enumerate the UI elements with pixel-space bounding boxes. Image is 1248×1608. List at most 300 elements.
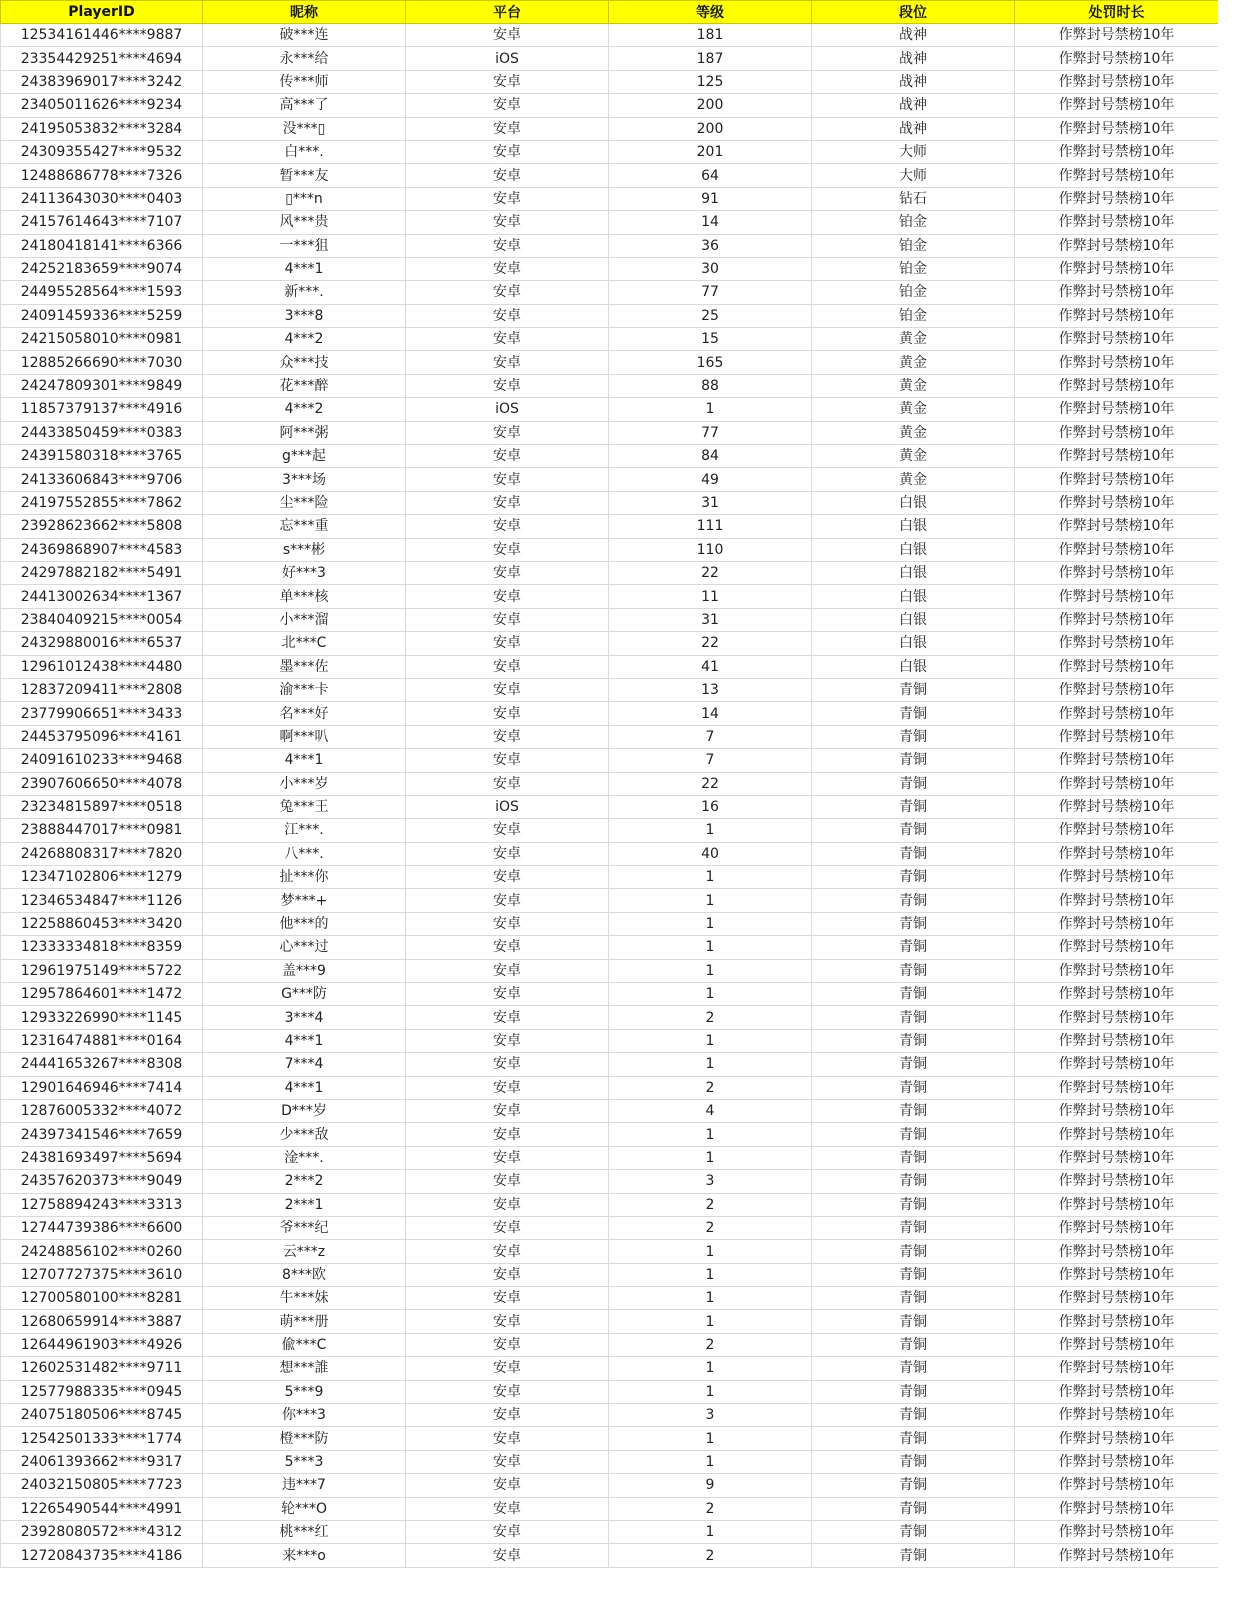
cell-player-id: 24248856102****0260 [1, 1240, 203, 1263]
cell-penalty: 作弊封号禁榜10年 [1015, 1193, 1219, 1216]
cell-penalty: 作弊封号禁榜10年 [1015, 398, 1219, 421]
cell-rank: 青铜 [812, 1029, 1015, 1052]
cell-penalty: 作弊封号禁榜10年 [1015, 304, 1219, 327]
cell-platform: 安卓 [406, 819, 609, 842]
table-row [1, 445, 1219, 468]
cell-nickname: 3***4 [203, 1006, 406, 1029]
cell-level: 16 [609, 795, 812, 818]
cell-nickname: 没***▯ [203, 117, 406, 140]
cell-platform: 安卓 [406, 491, 609, 514]
cell-nickname: 4***1 [203, 749, 406, 772]
cell-nickname: 违***7 [203, 1474, 406, 1497]
cell-rank: 青铜 [812, 1521, 1015, 1544]
cell-player-id: 11857379137****4916 [1, 398, 203, 421]
cell-level: 181 [609, 24, 812, 47]
cell-penalty: 作弊封号禁榜10年 [1015, 1333, 1219, 1356]
cell-penalty: 作弊封号禁榜10年 [1015, 1170, 1219, 1193]
cell-nickname: 2***2 [203, 1170, 406, 1193]
cell-platform: iOS [406, 47, 609, 70]
cell-penalty: 作弊封号禁榜10年 [1015, 1521, 1219, 1544]
cell-penalty: 作弊封号禁榜10年 [1015, 842, 1219, 865]
cell-nickname: 4***2 [203, 328, 406, 351]
table-row [1, 374, 1219, 397]
cell-penalty: 作弊封号禁榜10年 [1015, 1263, 1219, 1286]
cell-nickname: 墨***佐 [203, 655, 406, 678]
cell-platform: 安卓 [406, 702, 609, 725]
table-row [1, 842, 1219, 865]
cell-rank: 战神 [812, 70, 1015, 93]
cell-nickname: g***起 [203, 445, 406, 468]
cell-player-id: 12258860453****3420 [1, 912, 203, 935]
cell-platform: 安卓 [406, 772, 609, 795]
cell-player-id: 23405011626****9234 [1, 94, 203, 117]
cell-platform: 安卓 [406, 1216, 609, 1239]
cell-platform: 安卓 [406, 187, 609, 210]
cell-nickname: 扯***你 [203, 866, 406, 889]
cell-platform: 安卓 [406, 842, 609, 865]
header-level: 等级 [609, 1, 812, 24]
cell-level: 125 [609, 70, 812, 93]
table-row [1, 1216, 1219, 1239]
cell-nickname: 轮***O [203, 1497, 406, 1520]
cell-player-id: 24441653267****8308 [1, 1053, 203, 1076]
cell-player-id: 12700580100****8281 [1, 1287, 203, 1310]
cell-penalty: 作弊封号禁榜10年 [1015, 959, 1219, 982]
cell-penalty: 作弊封号禁榜10年 [1015, 561, 1219, 584]
cell-level: 1 [609, 1123, 812, 1146]
cell-nickname: 忘***重 [203, 515, 406, 538]
cell-nickname: 你***3 [203, 1404, 406, 1427]
cell-player-id: 12346534847****1126 [1, 889, 203, 912]
cell-level: 1 [609, 398, 812, 421]
cell-platform: 安卓 [406, 1497, 609, 1520]
cell-level: 2 [609, 1497, 812, 1520]
cell-player-id: 24397341546****7659 [1, 1123, 203, 1146]
cell-player-id: 12961975149****5722 [1, 959, 203, 982]
cell-platform: 安卓 [406, 1170, 609, 1193]
cell-level: 1 [609, 936, 812, 959]
cell-rank: 青铜 [812, 936, 1015, 959]
cell-player-id: 23888447017****0981 [1, 819, 203, 842]
cell-penalty: 作弊封号禁榜10年 [1015, 936, 1219, 959]
cell-penalty: 作弊封号禁榜10年 [1015, 1474, 1219, 1497]
cell-level: 22 [609, 561, 812, 584]
cell-platform: 安卓 [406, 1450, 609, 1473]
cell-level: 1 [609, 983, 812, 1006]
cell-player-id: 23354429251****4694 [1, 47, 203, 70]
cell-level: 1 [609, 1310, 812, 1333]
cell-penalty: 作弊封号禁榜10年 [1015, 374, 1219, 397]
cell-penalty: 作弊封号禁榜10年 [1015, 117, 1219, 140]
cell-platform: 安卓 [406, 912, 609, 935]
table-row [1, 1404, 1219, 1427]
cell-nickname: 4***1 [203, 1076, 406, 1099]
cell-rank: 白银 [812, 515, 1015, 538]
cell-player-id: 24032150805****7723 [1, 1474, 203, 1497]
table-row [1, 117, 1219, 140]
table-row [1, 1333, 1219, 1356]
cell-level: 2 [609, 1193, 812, 1216]
cell-player-id: 12542501333****1774 [1, 1427, 203, 1450]
cell-level: 77 [609, 281, 812, 304]
cell-nickname: 渝***卡 [203, 678, 406, 701]
cell-nickname: 心***过 [203, 936, 406, 959]
table-row [1, 1263, 1219, 1286]
cell-level: 111 [609, 515, 812, 538]
cell-platform: 安卓 [406, 1006, 609, 1029]
cell-penalty: 作弊封号禁榜10年 [1015, 678, 1219, 701]
cell-nickname: 一***狙 [203, 234, 406, 257]
cell-player-id: 12347102806****1279 [1, 866, 203, 889]
cell-rank: 战神 [812, 94, 1015, 117]
cell-rank: 青铜 [812, 1146, 1015, 1169]
cell-level: 3 [609, 1404, 812, 1427]
cell-nickname: 高***了 [203, 94, 406, 117]
cell-level: 14 [609, 211, 812, 234]
cell-nickname: 牛***妹 [203, 1287, 406, 1310]
cell-penalty: 作弊封号禁榜10年 [1015, 515, 1219, 538]
cell-platform: 安卓 [406, 655, 609, 678]
cell-player-id: 23928623662****5808 [1, 515, 203, 538]
cell-platform: 安卓 [406, 468, 609, 491]
cell-penalty: 作弊封号禁榜10年 [1015, 912, 1219, 935]
table-row [1, 959, 1219, 982]
table-row [1, 164, 1219, 187]
cell-rank: 青铜 [812, 702, 1015, 725]
cell-penalty: 作弊封号禁榜10年 [1015, 1450, 1219, 1473]
cell-rank: 黄金 [812, 468, 1015, 491]
table-row [1, 866, 1219, 889]
table-row [1, 1427, 1219, 1450]
cell-platform: 安卓 [406, 1380, 609, 1403]
cell-nickname: 名***好 [203, 702, 406, 725]
cell-rank: 铂金 [812, 211, 1015, 234]
cell-rank: 黄金 [812, 398, 1015, 421]
cell-level: 1 [609, 1287, 812, 1310]
cell-rank: 青铜 [812, 1193, 1015, 1216]
cell-rank: 青铜 [812, 1427, 1015, 1450]
cell-rank: 白银 [812, 632, 1015, 655]
cell-player-id: 12680659914****3887 [1, 1310, 203, 1333]
table-row [1, 1357, 1219, 1380]
cell-platform: 安卓 [406, 678, 609, 701]
cell-player-id: 24413002634****1367 [1, 585, 203, 608]
cell-player-id: 24157614643****7107 [1, 211, 203, 234]
table-row [1, 421, 1219, 444]
cell-level: 2 [609, 1544, 812, 1567]
cell-player-id: 23907606650****4078 [1, 772, 203, 795]
cell-player-id: 12316474881****0164 [1, 1029, 203, 1052]
cell-nickname: 盖***9 [203, 959, 406, 982]
cell-penalty: 作弊封号禁榜10年 [1015, 94, 1219, 117]
cell-rank: 钻石 [812, 187, 1015, 210]
cell-rank: 青铜 [812, 1287, 1015, 1310]
cell-nickname: 橙***防 [203, 1427, 406, 1450]
cell-nickname: 好***3 [203, 561, 406, 584]
table-row [1, 889, 1219, 912]
cell-penalty: 作弊封号禁榜10年 [1015, 795, 1219, 818]
cell-player-id: 24453795096****4161 [1, 725, 203, 748]
cell-level: 1 [609, 1029, 812, 1052]
cell-nickname: 暂***友 [203, 164, 406, 187]
table-body [1, 24, 1219, 1568]
cell-penalty: 作弊封号禁榜10年 [1015, 1099, 1219, 1122]
cell-platform: 安卓 [406, 1333, 609, 1356]
cell-penalty: 作弊封号禁榜10年 [1015, 24, 1219, 47]
cell-level: 14 [609, 702, 812, 725]
cell-level: 84 [609, 445, 812, 468]
cell-penalty: 作弊封号禁榜10年 [1015, 211, 1219, 234]
cell-platform: 安卓 [406, 421, 609, 444]
cell-platform: 安卓 [406, 1287, 609, 1310]
cell-rank: 青铜 [812, 1333, 1015, 1356]
table-row [1, 328, 1219, 351]
cell-level: 77 [609, 421, 812, 444]
header-penalty: 处罚时长 [1015, 1, 1219, 24]
cell-penalty: 作弊封号禁榜10年 [1015, 47, 1219, 70]
cell-platform: 安卓 [406, 1029, 609, 1052]
cell-level: 4 [609, 1099, 812, 1122]
table-row [1, 1029, 1219, 1052]
cell-nickname: 白***. [203, 140, 406, 163]
cell-nickname: 新***. [203, 281, 406, 304]
cell-platform: 安卓 [406, 866, 609, 889]
cell-penalty: 作弊封号禁榜10年 [1015, 328, 1219, 351]
cell-nickname: 众***技 [203, 351, 406, 374]
cell-rank: 青铜 [812, 959, 1015, 982]
cell-penalty: 作弊封号禁榜10年 [1015, 257, 1219, 280]
cell-platform: 安卓 [406, 117, 609, 140]
cell-rank: 黄金 [812, 421, 1015, 444]
cell-rank: 青铜 [812, 1404, 1015, 1427]
cell-penalty: 作弊封号禁榜10年 [1015, 1146, 1219, 1169]
cell-rank: 青铜 [812, 1310, 1015, 1333]
cell-rank: 黄金 [812, 374, 1015, 397]
cell-rank: 白银 [812, 608, 1015, 631]
cell-nickname: 永***给 [203, 47, 406, 70]
table-row [1, 94, 1219, 117]
table-row [1, 632, 1219, 655]
cell-nickname: 兔***王 [203, 795, 406, 818]
cell-level: 31 [609, 491, 812, 514]
table-row [1, 1123, 1219, 1146]
cell-level: 40 [609, 842, 812, 865]
cell-rank: 铂金 [812, 234, 1015, 257]
cell-player-id: 12577988335****0945 [1, 1380, 203, 1403]
table-row [1, 234, 1219, 257]
cell-penalty: 作弊封号禁榜10年 [1015, 889, 1219, 912]
cell-rank: 青铜 [812, 1099, 1015, 1122]
cell-penalty: 作弊封号禁榜10年 [1015, 608, 1219, 631]
cell-penalty: 作弊封号禁榜10年 [1015, 1240, 1219, 1263]
table-row [1, 702, 1219, 725]
table-row [1, 585, 1219, 608]
cell-rank: 青铜 [812, 678, 1015, 701]
cell-player-id: 24381693497****5694 [1, 1146, 203, 1169]
cell-level: 7 [609, 749, 812, 772]
cell-platform: 安卓 [406, 374, 609, 397]
cell-player-id: 12901646946****7414 [1, 1076, 203, 1099]
cell-penalty: 作弊封号禁榜10年 [1015, 1544, 1219, 1567]
cell-penalty: 作弊封号禁榜10年 [1015, 164, 1219, 187]
cell-rank: 青铜 [812, 1216, 1015, 1239]
cell-platform: 安卓 [406, 749, 609, 772]
cell-rank: 青铜 [812, 912, 1015, 935]
table-row [1, 1310, 1219, 1333]
cell-platform: 安卓 [406, 608, 609, 631]
cell-rank: 白银 [812, 538, 1015, 561]
cell-rank: 青铜 [812, 1123, 1015, 1146]
cell-level: 30 [609, 257, 812, 280]
cell-nickname: 5***3 [203, 1450, 406, 1473]
cell-level: 36 [609, 234, 812, 257]
cell-level: 1 [609, 1521, 812, 1544]
cell-nickname: 阿***粥 [203, 421, 406, 444]
cell-level: 1 [609, 866, 812, 889]
table-row [1, 1006, 1219, 1029]
cell-level: 3 [609, 1170, 812, 1193]
cell-player-id: 24091610233****9468 [1, 749, 203, 772]
cell-penalty: 作弊封号禁榜10年 [1015, 1123, 1219, 1146]
cell-rank: 大师 [812, 164, 1015, 187]
cell-nickname: 4***1 [203, 1029, 406, 1052]
cell-penalty: 作弊封号禁榜10年 [1015, 187, 1219, 210]
cell-nickname: 5***9 [203, 1380, 406, 1403]
cell-platform: 安卓 [406, 304, 609, 327]
table-header [1, 1, 1219, 24]
cell-rank: 白银 [812, 585, 1015, 608]
cell-penalty: 作弊封号禁榜10年 [1015, 1380, 1219, 1403]
cell-nickname: 7***4 [203, 1053, 406, 1076]
table-row [1, 1076, 1219, 1099]
cell-nickname: 4***1 [203, 257, 406, 280]
cell-nickname: 北***C [203, 632, 406, 655]
table-row [1, 351, 1219, 374]
table-row [1, 1521, 1219, 1544]
cell-rank: 青铜 [812, 1357, 1015, 1380]
cell-rank: 白银 [812, 561, 1015, 584]
cell-rank: 青铜 [812, 1380, 1015, 1403]
cell-rank: 铂金 [812, 257, 1015, 280]
table-row [1, 795, 1219, 818]
cell-player-id: 24113643030****0403 [1, 187, 203, 210]
table-row [1, 1053, 1219, 1076]
cell-level: 200 [609, 117, 812, 140]
header-row [1, 1, 1219, 24]
table-row [1, 515, 1219, 538]
cell-player-id: 12602531482****9711 [1, 1357, 203, 1380]
cell-nickname: 小***溜 [203, 608, 406, 631]
cell-platform: 安卓 [406, 585, 609, 608]
cell-platform: 安卓 [406, 1193, 609, 1216]
cell-rank: 青铜 [812, 1497, 1015, 1520]
cell-player-id: 12876005332****4072 [1, 1099, 203, 1122]
cell-penalty: 作弊封号禁榜10年 [1015, 421, 1219, 444]
cell-platform: 安卓 [406, 70, 609, 93]
table-row [1, 1170, 1219, 1193]
cell-level: 2 [609, 1333, 812, 1356]
cell-penalty: 作弊封号禁榜10年 [1015, 585, 1219, 608]
header-nickname: 昵称 [203, 1, 406, 24]
table-row [1, 70, 1219, 93]
cell-player-id: 24215058010****0981 [1, 328, 203, 351]
table-row [1, 491, 1219, 514]
cell-nickname: G***防 [203, 983, 406, 1006]
cell-platform: 安卓 [406, 445, 609, 468]
cell-rank: 青铜 [812, 1263, 1015, 1286]
cell-player-id: 24357620373****9049 [1, 1170, 203, 1193]
cell-player-id: 12933226990****1145 [1, 1006, 203, 1029]
cell-level: 201 [609, 140, 812, 163]
cell-player-id: 24433850459****0383 [1, 421, 203, 444]
table-row [1, 187, 1219, 210]
cell-rank: 白银 [812, 655, 1015, 678]
cell-nickname: 偸***C [203, 1333, 406, 1356]
cell-platform: 安卓 [406, 1310, 609, 1333]
table-row [1, 608, 1219, 631]
cell-penalty: 作弊封号禁榜10年 [1015, 632, 1219, 655]
cell-level: 187 [609, 47, 812, 70]
table-row [1, 1240, 1219, 1263]
cell-platform: 安卓 [406, 164, 609, 187]
cell-platform: 安卓 [406, 632, 609, 655]
cell-penalty: 作弊封号禁榜10年 [1015, 1310, 1219, 1333]
cell-platform: 安卓 [406, 24, 609, 47]
cell-player-id: 12488686778****7326 [1, 164, 203, 187]
cell-penalty: 作弊封号禁榜10年 [1015, 1287, 1219, 1310]
cell-level: 91 [609, 187, 812, 210]
cell-player-id: 23928080572****4312 [1, 1521, 203, 1544]
cell-penalty: 作弊封号禁榜10年 [1015, 1497, 1219, 1520]
table-row [1, 47, 1219, 70]
cell-level: 1 [609, 912, 812, 935]
cell-level: 1 [609, 1427, 812, 1450]
cell-player-id: 24268808317****7820 [1, 842, 203, 865]
cell-platform: 安卓 [406, 1240, 609, 1263]
cell-level: 22 [609, 632, 812, 655]
cell-level: 110 [609, 538, 812, 561]
table-row [1, 257, 1219, 280]
cell-platform: 安卓 [406, 1123, 609, 1146]
cell-level: 1 [609, 1380, 812, 1403]
cell-penalty: 作弊封号禁榜10年 [1015, 749, 1219, 772]
cell-player-id: 24329880016****6537 [1, 632, 203, 655]
cell-rank: 青铜 [812, 1170, 1015, 1193]
cell-rank: 青铜 [812, 1450, 1015, 1473]
cell-level: 7 [609, 725, 812, 748]
cell-player-id: 12744739386****6600 [1, 1216, 203, 1239]
cell-platform: 安卓 [406, 1427, 609, 1450]
cell-level: 64 [609, 164, 812, 187]
cell-platform: 安卓 [406, 1474, 609, 1497]
cell-nickname: s***彬 [203, 538, 406, 561]
cell-player-id: 24133606843****9706 [1, 468, 203, 491]
cell-level: 41 [609, 655, 812, 678]
cell-penalty: 作弊封号禁榜10年 [1015, 1053, 1219, 1076]
cell-player-id: 24197552855****7862 [1, 491, 203, 514]
cell-platform: 安卓 [406, 234, 609, 257]
cell-level: 1 [609, 1450, 812, 1473]
cell-level: 49 [609, 468, 812, 491]
cell-nickname: 小***岁 [203, 772, 406, 795]
cell-penalty: 作弊封号禁榜10年 [1015, 655, 1219, 678]
cell-player-id: 24247809301****9849 [1, 374, 203, 397]
cell-platform: 安卓 [406, 515, 609, 538]
cell-level: 1 [609, 1263, 812, 1286]
cell-penalty: 作弊封号禁榜10年 [1015, 70, 1219, 93]
cell-nickname: D***岁 [203, 1099, 406, 1122]
cell-penalty: 作弊封号禁榜10年 [1015, 1404, 1219, 1427]
